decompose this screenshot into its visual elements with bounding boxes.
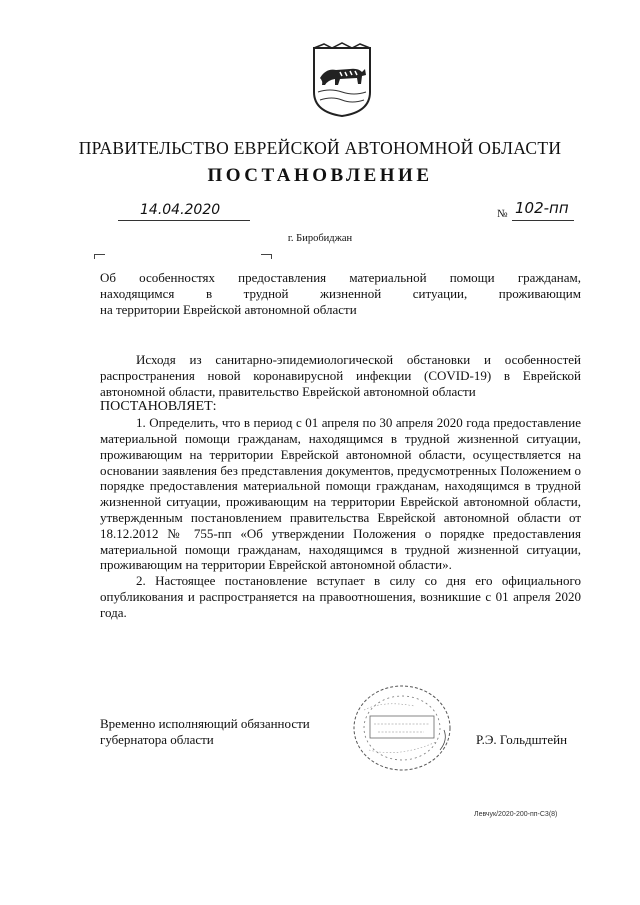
preamble-paragraph: Исходя из санитарно-эпидемиологической обстановки и особенностей распространения новой коронавирусной инфекции (COVID-19) в Еврейской автономной области, правительство Еврейской автономной области: [100, 352, 581, 399]
date-underline: [118, 220, 250, 221]
city-name: г. Биробиджан: [287, 233, 353, 244]
government-title: ПРАВИТЕЛЬСТВО ЕВРЕЙСКОЙ АВТОНОМНОЙ ОБЛАСТИ: [78, 138, 562, 158]
item-2-paragraph: 2. Настоящее постановление вступает в силу со дня его официального опубликования и распространяется на правоотношения, возникшие с 01 апреля 2020 года.: [100, 573, 581, 620]
document-number: 102-пп: [515, 199, 569, 217]
document-subject: [100, 270, 581, 317]
item-1-paragraph: 1. Определить, что в период с 01 апреля по 30 апреля 2020 года предоставление материальной помощи гражданам, находящимся в трудной жизненной ситуации, проживающим на территории Еврейской автономной области, осуществляется на основании заявления без представления документов, предусмотренных Положением о порядке предоставления материальной помощи гражданам, находящимся в трудной жизненной ситуации, проживающим на территории Еврейской автономной области, утвержденным постановлением правительства Еврейской автономной области от 18.12.2012 № 755-пп «Об утверждении Положения о порядке предоставления материальной помощи гражданам, находящимся в трудной жизненной ситуации, проживающим на территории Еврейской автономной области».: [100, 415, 581, 573]
signer-role: [100, 716, 310, 748]
document-date: 14.04.2020: [140, 202, 221, 218]
document-footnote: Левчук/2020-200-пп-С3(8): [474, 811, 558, 818]
subject-line: находящимся в трудной жизненной ситуации, проживающим: [100, 285, 581, 301]
document-type: ПОСТАНОВЛЕНИЕ: [207, 165, 433, 186]
subject-line: на территории Еврейской автономной области: [100, 301, 357, 317]
official-seal-icon: [344, 680, 464, 776]
subject-corner-left: [94, 254, 105, 259]
number-underline: [512, 220, 574, 221]
signer-name: Р.Э. Гольдштейн: [476, 732, 568, 747]
decree-word: ПОСТАНОВЛЯЕТ:: [100, 399, 217, 415]
signer-role-line: губернатора области: [100, 732, 214, 747]
document-body: [100, 352, 581, 621]
subject-corner-right: [261, 254, 272, 259]
signer-role-line: Временно исполняющий обязанности: [100, 716, 310, 731]
coat-of-arms-tiger-icon: [310, 42, 374, 118]
subject-line: Об особенностях предоставления материальной помощи гражданам,: [100, 270, 581, 285]
number-sign: №: [497, 208, 508, 220]
